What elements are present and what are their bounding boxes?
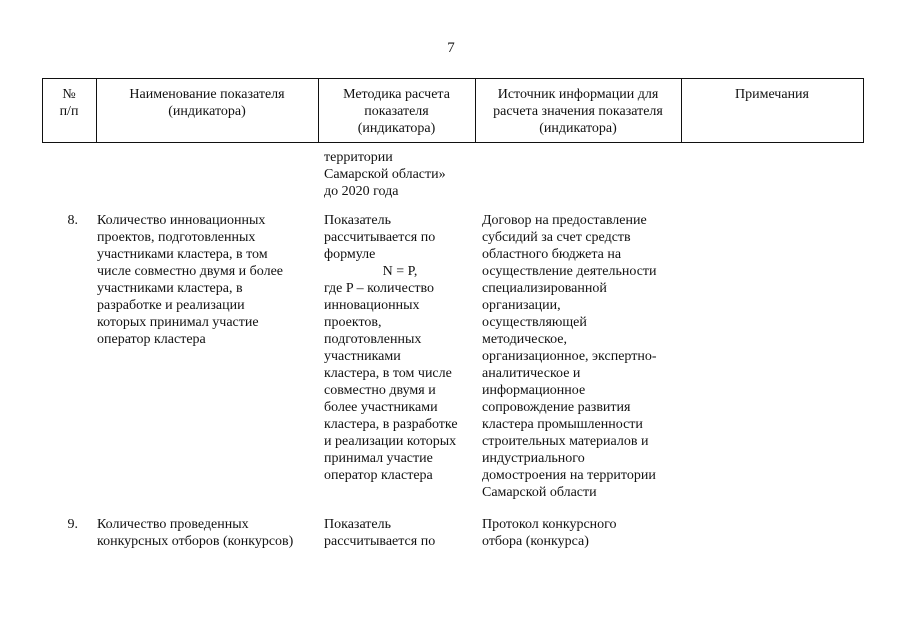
header-number: № п/п (59, 87, 79, 119)
header-calculation-method: Методика расчета показателя (индикатора) (343, 87, 450, 136)
row-9-information-source: Протокол конкурсного отбора (конкурса) (482, 517, 617, 549)
column-divider (96, 78, 97, 143)
header-bottom-border (42, 142, 864, 143)
table-left-border (42, 78, 43, 143)
header-information-source: Источник информации для расчета значения показателя (индикатора) (493, 87, 663, 136)
row-9-indicator-name: Количество проведенных конкурсных отборов (конкурсов) (97, 517, 294, 549)
table-right-border (863, 78, 864, 143)
row-8-method-description: где P – количество инновационных проектов, подготовленных участниками кластера, в том числе совместно двумя и более участниками кластера, в разработке и реализации которых принимал участие оператор кластера (324, 281, 458, 483)
row-8-information-source: Договор на предоставление субсидий за счет средств областного бюджета на осуществление деятельности специализированной организации, осуществляющей методическое, организационное, экспертно- аналитическое и информационное сопровождение развития кластера промышленности строительных материалов и индустриального домостроения на территории Самарской области (482, 213, 657, 500)
column-divider (681, 78, 682, 143)
row-8-method-intro: Показатель рассчитывается по формуле (324, 213, 436, 262)
row-8-number: 8. (67, 213, 78, 228)
table-top-border (42, 78, 864, 79)
row-8-indicator-name: Количество инновационных проектов, подготовленных участниками кластера, в том числе совместно двумя и более участниками кластера, в разработке и реализации которых принимал участие оператор кластера (97, 213, 283, 347)
column-divider (318, 78, 319, 143)
header-notes: Примечания (734, 87, 809, 102)
row-8-formula: N = P, (382, 264, 418, 279)
row-9-method-intro: Показатель рассчитывается по (324, 517, 436, 549)
row-9-number: 9. (67, 517, 78, 532)
column-divider (475, 78, 476, 143)
method-continuation: территории Самарской области» до 2020 года (324, 150, 446, 199)
page-number: 7 (447, 40, 455, 56)
header-indicator-name: Наименование показателя (индикатора) (129, 87, 285, 119)
